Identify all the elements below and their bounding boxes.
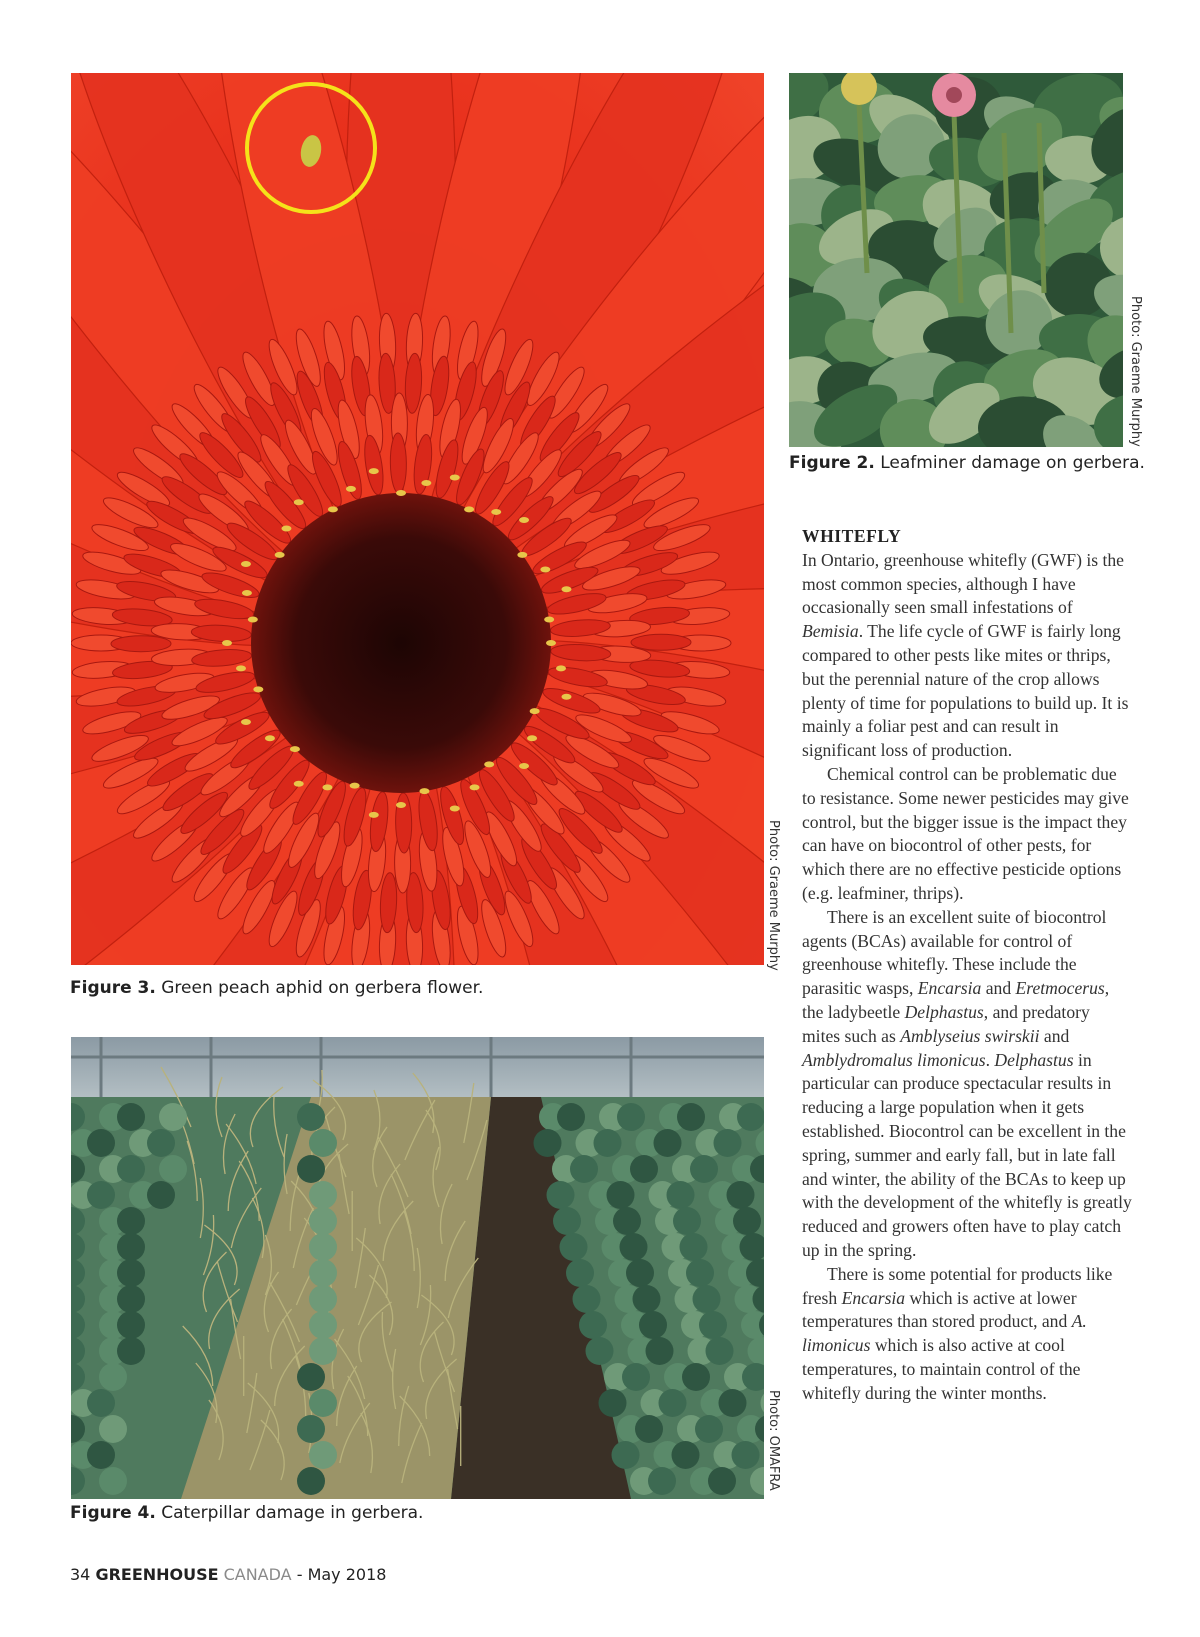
issue-date: - May 2018 — [296, 1565, 387, 1584]
figure-3-number: Figure 3. — [70, 978, 156, 998]
article-paragraph-3: There is an excellent suite of biocontrol agents (BCAs) available for control of greenhouse whitefly. These include the parasitic wasps, Encarsia and Eretmocerus, the ladybeetle Delphastus, and predatory mites such as Amblyseius swirskii and Amblydromalus limonicus. Delphastus in particular can produce spectacular results in reducing a large population when it gets established. Biocontrol can be excellent in the spring, summer and early fall, but in late fall and winter, the ability of the BCAs to keep up with the development of the whitefly is greatly reduced and growers often have to play catch up in the spring. — [802, 906, 1132, 1260]
leafminer-foliage-image — [789, 73, 1123, 447]
page-number: 34 — [70, 1565, 91, 1584]
figure-4-caption — [70, 1503, 423, 1523]
article-paragraph-1: In Ontario, greenhouse whitefly (GWF) is the most common species, although I have occasionally seen small infestations of Bemisia. The life cycle of GWF is fairly long compared to other pests like mites or thrips, but the perennial nature of the crop allows plenty of time for populations to build up. It is mainly a foliar pest and can result in significant loss of production. — [802, 549, 1129, 761]
figure-3-credit: Photo: Graeme Murphy — [766, 820, 781, 971]
figure-3-caption — [70, 978, 483, 998]
figure-2-number: Figure 2. — [789, 453, 875, 473]
figure-2-caption-text: Leafminer damage on gerbera. — [880, 453, 1145, 473]
magazine-brand: GREENHOUSE — [95, 1565, 219, 1584]
article-paragraph-4: There is some potential for products like fresh Encarsia which is active at lower temperatures than stored product, and A. limonicus which is also active at cool temperatures, to maintain control of the whitefly during the winter months. — [802, 1263, 1113, 1403]
article-column — [802, 525, 1132, 1405]
greenhouse-rows-image — [71, 1037, 764, 1499]
figure-3-photo — [71, 73, 764, 965]
article-paragraph-2: Chemical control can be problematic due to resistance. Some newer pesticides may give control, but the bigger issue is the impact they can have on biocontrol of other pests, for which there are no effective pesticide options (e.g. leafminer, thrips). — [802, 763, 1129, 903]
figure-4-credit: Photo: OMAFRA — [766, 1390, 781, 1491]
magazine-brand-light: CANADA — [223, 1565, 292, 1584]
section-heading: WHITEFLY — [802, 526, 902, 546]
figure-2-credit: Photo: Graeme Murphy — [1128, 296, 1143, 447]
gerbera-flower-image — [71, 73, 764, 965]
figure-4-photo — [71, 1037, 764, 1499]
figure-4-caption-text: Caterpillar damage in gerbera. — [161, 1503, 424, 1523]
figure-2-caption — [789, 453, 1145, 473]
figure-3-caption-text: Green peach aphid on gerbera flower. — [161, 978, 484, 998]
page-footer — [70, 1565, 386, 1584]
figure-4-number: Figure 4. — [70, 1503, 156, 1523]
figure-2-photo — [789, 73, 1123, 447]
